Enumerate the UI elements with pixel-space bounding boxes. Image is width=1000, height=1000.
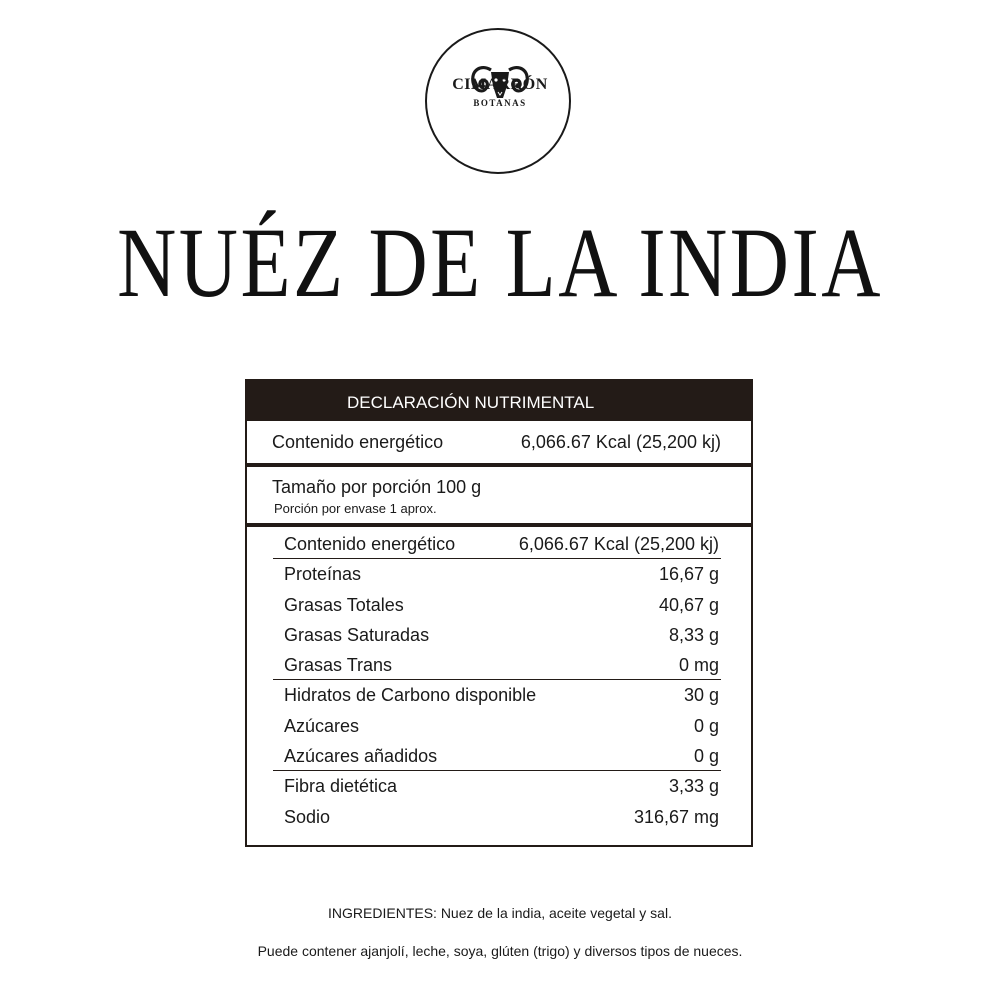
nutrient-row	[247, 620, 751, 650]
brand-subtitle: BOTANAS	[473, 98, 527, 108]
nutrition-header	[247, 381, 751, 421]
thick-divider	[247, 523, 751, 527]
nutrient-value: 40,67 g	[658, 594, 719, 615]
servings-per-container: Porción por envase 1 aprox.	[274, 501, 437, 516]
nutrition-panel	[245, 379, 753, 847]
nutrient-label: Fibra dietética	[284, 776, 398, 797]
nutrient-row	[247, 650, 751, 680]
serving-size: Tamaño por porción 100 g	[272, 477, 482, 497]
nutrient-value: 30 g	[683, 685, 719, 706]
energy-summary-value: 6,066.67 Kcal (25,200 kj)	[520, 432, 721, 452]
nutrient-value: 0 g	[693, 746, 719, 767]
nutrient-row	[247, 802, 751, 832]
nutrient-row	[247, 741, 751, 771]
nutrition-header-title: DECLARACIÓN NUTRIMENTAL	[347, 393, 595, 412]
nutrient-label: Azúcares	[284, 715, 360, 736]
nutrient-row	[247, 771, 751, 801]
brand-name: CIMARRÓN	[452, 76, 548, 93]
nutrient-value: 6,066.67 Kcal (25,200 kj)	[518, 534, 719, 554]
energy-summary-label: Contenido energético	[272, 432, 444, 452]
product-title: NUÉZ DE LA INDIA	[117, 207, 883, 318]
nutrient-value: 0 g	[693, 715, 719, 736]
nutrient-row	[247, 559, 751, 589]
nutrient-label: Contenido energético	[284, 534, 456, 554]
nutrient-label: Grasas Totales	[284, 594, 404, 615]
nutrient-value: 8,33 g	[668, 624, 719, 645]
nutrient-value: 316,67 mg	[633, 806, 719, 827]
nutrient-row	[247, 529, 751, 559]
nutrient-label: Proteínas	[284, 564, 362, 585]
nutrient-label: Azúcares añadidos	[284, 746, 438, 767]
energy-summary	[247, 421, 751, 463]
nutrient-row	[247, 590, 751, 620]
ingredients-text: INGREDIENTES: Nuez de la india, aceite vegetal y sal.	[328, 905, 672, 921]
nutrient-table	[247, 529, 751, 832]
nutrient-label: Grasas Trans	[284, 655, 393, 676]
nutrient-row	[247, 680, 751, 710]
nutrient-value: 3,33 g	[668, 776, 719, 797]
nutrient-row	[247, 711, 751, 741]
serving-info	[247, 467, 751, 523]
nutrient-label: Hidratos de Carbono disponible	[284, 685, 537, 706]
allergens-text: Puede contener ajanjolí, leche, soya, glúten (trigo) y diversos tipos de nueces.	[257, 943, 743, 959]
nutrient-value: 16,67 g	[658, 564, 719, 585]
nutrient-label: Sodio	[284, 806, 331, 827]
nutrient-label: Grasas Saturadas	[284, 624, 430, 645]
nutrient-value: 0 mg	[678, 655, 719, 676]
